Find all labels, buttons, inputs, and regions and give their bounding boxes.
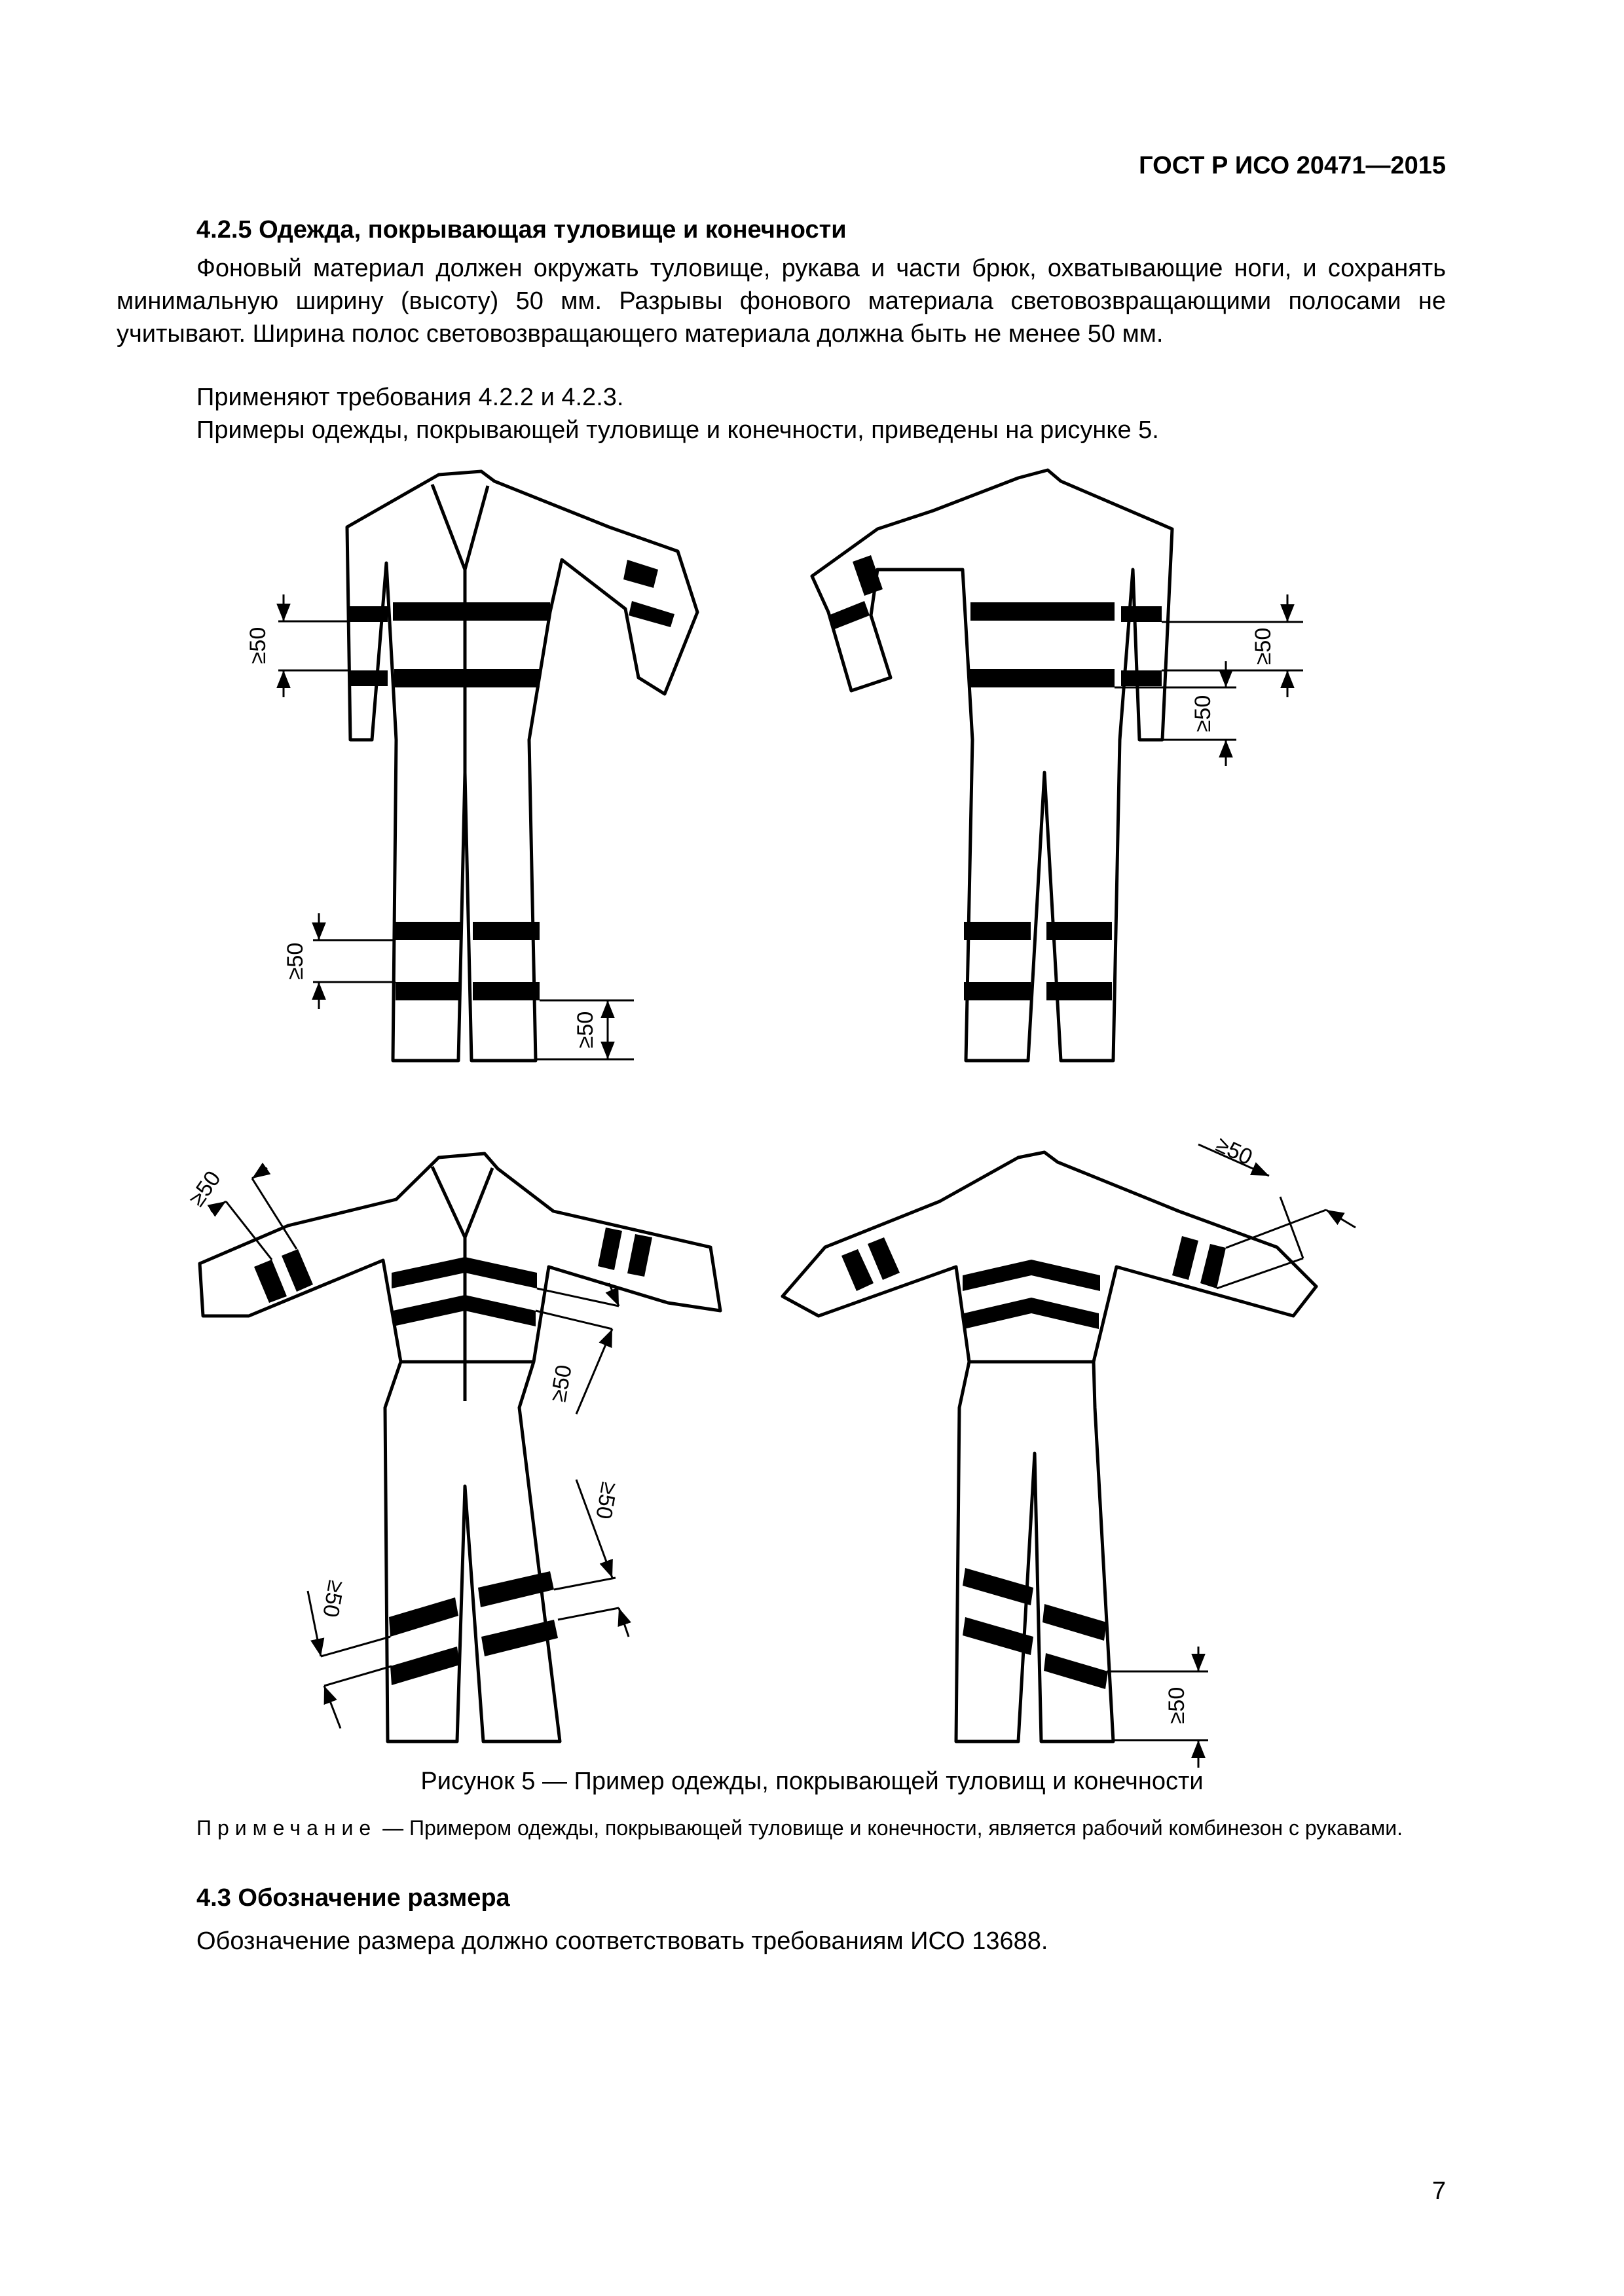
dimension-label: ≥50	[246, 627, 270, 665]
page-header: ГОСТ Р ИСО 20471—2015	[1139, 152, 1446, 179]
dimension-label: ≥50	[545, 1362, 577, 1404]
dimension-labels	[184, 627, 1276, 1724]
coverall-front-arm-raised	[347, 471, 697, 1061]
coverall-back-arms-spread	[783, 1152, 1316, 1741]
dimension-lines	[211, 594, 1356, 1768]
dimension-label: ≥50	[283, 942, 308, 980]
paragraph-examples: Примеры одежды, покрывающей туловище и конечности, приведены на рисунке 5.	[196, 416, 1159, 444]
dimension-label: ≥50	[1251, 627, 1276, 665]
dimension-label: ≥50	[1190, 695, 1215, 733]
paragraph-size-designation: Обозначение размера должно соответствовать требованиям ИСО 13688.	[196, 1927, 1048, 1955]
dimension-label: ≥50	[591, 1480, 622, 1522]
section-title-4-2-5: 4.2.5 Одежда, покрывающая туловище и конечности	[196, 216, 847, 244]
dimension-label: ≥50	[573, 1011, 598, 1049]
figure-caption: Рисунок 5 — Пример одежды, покрывающей туловищ и конечности	[420, 1768, 1204, 1795]
paragraph-background-material: Фоновый материал должен окружать туловище, рукава и части брюк, охватывающие ноги, и сохранять минимальную ширину (высоту) 50 мм. Разрывы фонового материала световозвращающими полосами не учитывают. Ширина полос световозвращающего материала должна быть не менее 50 мм.	[117, 255, 1446, 348]
dimension-label: ≥50	[1164, 1686, 1189, 1724]
coverall-figure	[0, 445, 1624, 1781]
dimension-label: ≥50	[318, 1578, 349, 1620]
paragraph-requirements: Применяют требования 4.2.2 и 4.2.3.	[196, 384, 624, 411]
dimension-label: ≥50	[184, 1166, 226, 1211]
note-label: Примечание	[196, 1816, 377, 1840]
section-title-4-3: 4.3 Обозначение размера	[196, 1884, 510, 1912]
figure-note	[117, 1815, 1446, 1841]
dimension-label: ≥50	[1212, 1131, 1257, 1171]
coverall-back-arm-raised-stripes	[828, 555, 1162, 1000]
page-number: 7	[1431, 2178, 1446, 2205]
note-text: — Примером одежды, покрывающей туловище и конечности, является рабочий комбинезон с рукавами.	[377, 1816, 1403, 1840]
